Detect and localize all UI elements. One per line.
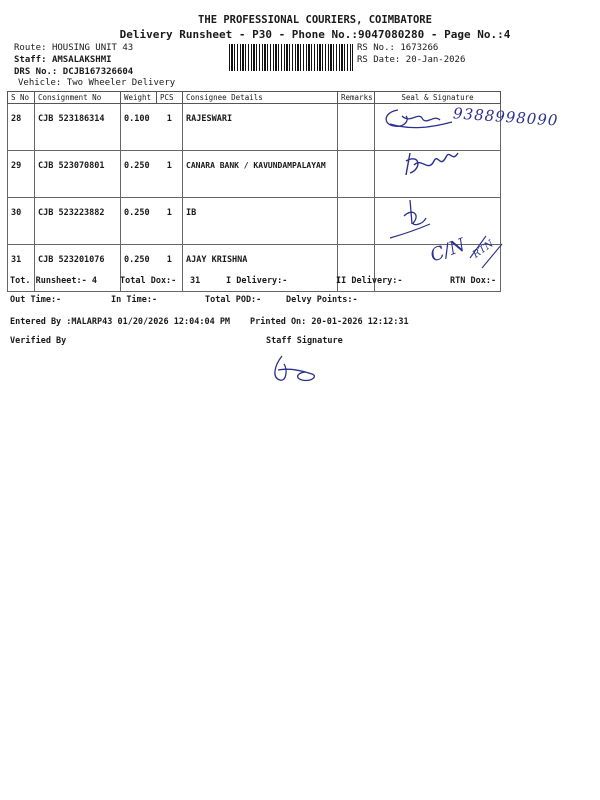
cell-sno: 29 (8, 151, 35, 198)
rs-no-value: 1673266 (400, 43, 439, 53)
staff-label: Staff: (14, 55, 47, 65)
cell-consignment: CJB 523223882 (35, 198, 121, 245)
drs-line (14, 67, 133, 77)
staff-value: AMSALAKSHMI (51, 55, 112, 65)
col-remarks: Remarks (338, 92, 375, 104)
total-dox-label: Total Dox:- (120, 276, 177, 286)
cell-consignment: CJB 523070801 (35, 151, 121, 198)
cell-consignee-text: CANARA BANK / KAVUNDAMPALAYAM (186, 161, 326, 170)
cell-remarks (338, 104, 375, 151)
staff-signature-label: Staff Signature (266, 336, 343, 346)
company-title: THE PROFESSIONAL COURIERS, COIMBATORE (198, 14, 432, 26)
tot-runsheet: Tot. Runsheet:- 4 (10, 276, 97, 286)
verified-by: Verified By (10, 336, 67, 346)
delvy-points: Delvy Points:- (286, 295, 358, 305)
handwritten-cn: C/N (427, 234, 469, 267)
cell-sno: 30 (8, 198, 35, 245)
rs-date-line (357, 55, 465, 65)
out-time: Out Time:- (10, 295, 62, 305)
rs-no-line (357, 43, 438, 53)
rs-date-label: RS Date: (357, 55, 401, 65)
table-header-row (8, 92, 501, 104)
cell-consignee: RAJESWARI (183, 104, 338, 151)
vehicle-value: Two Wheeler Delivery (66, 78, 176, 88)
drs-barcode (229, 44, 353, 71)
col-consignment: Consignment No (35, 92, 121, 104)
handwritten-rtn: RTN (470, 238, 496, 261)
vehicle-line (18, 78, 175, 88)
total-pod: Total POD:- (205, 295, 262, 305)
total-dox-value: 31 (190, 276, 201, 286)
rtn-dox: RTN Dox:- (450, 276, 497, 286)
col-seal-signature: Seal & Signature (375, 92, 501, 104)
cell-pcs: 1 (157, 104, 183, 151)
rtn-box-stroke (466, 234, 506, 270)
drs-label: DRS No.: (14, 67, 58, 77)
cell-pcs: 1 (157, 151, 183, 198)
cell-weight: 0.250 (121, 245, 157, 292)
cell-consignment: CJB 523201076 (35, 245, 121, 292)
route-label: Route: (14, 43, 47, 53)
rs-no-label: RS No.: (357, 43, 395, 53)
cell-pcs: 1 (157, 245, 183, 292)
cell-consignment: CJB 523186314 (35, 104, 121, 151)
cell-sno: 31 (8, 245, 35, 292)
printed-on: Printed On: 20-01-2026 12:12:31 (250, 317, 409, 327)
route-line (14, 43, 133, 53)
staff-line (14, 55, 112, 65)
col-weight: Weight (121, 92, 157, 104)
route-value: HOUSING UNIT 43 (51, 43, 134, 53)
cell-weight: 0.250 (121, 198, 157, 245)
ii-delivery: II Delivery:- (336, 276, 403, 286)
rs-date-value: 20-Jan-2026 (405, 55, 466, 65)
drs-value: DCJB167326604 (62, 67, 134, 77)
entered-by: Entered By :MALARP43 01/20/2026 12:04:04 PM (10, 317, 231, 327)
cell-consignee (183, 151, 338, 198)
runsheet-subtitle: Delivery Runsheet - P30 - Phone No.:9047080280 - Page No.:4 (119, 28, 511, 41)
cell-weight: 0.250 (121, 151, 157, 198)
staff-signature (268, 352, 322, 384)
in-time: In Time:- (111, 295, 158, 305)
cell-pcs: 1 (157, 198, 183, 245)
vehicle-label: Vehicle: (18, 78, 62, 88)
cell-remarks (338, 151, 375, 198)
cell-consignee: IB (183, 198, 338, 245)
cell-consignee: AJAY KRISHNA (183, 245, 338, 292)
cell-sno: 28 (8, 104, 35, 151)
signature-row2 (400, 143, 470, 179)
col-consignee: Consignee Details (183, 92, 338, 104)
cell-remarks (338, 198, 375, 245)
handwritten-phone: 9388998090 (452, 104, 559, 130)
cell-weight: 0.100 (121, 104, 157, 151)
col-pcs: PCS (157, 92, 183, 104)
i-delivery: I Delivery:- (226, 276, 288, 286)
signature-row4-stroke (388, 222, 432, 242)
col-sno: S No (8, 92, 35, 104)
